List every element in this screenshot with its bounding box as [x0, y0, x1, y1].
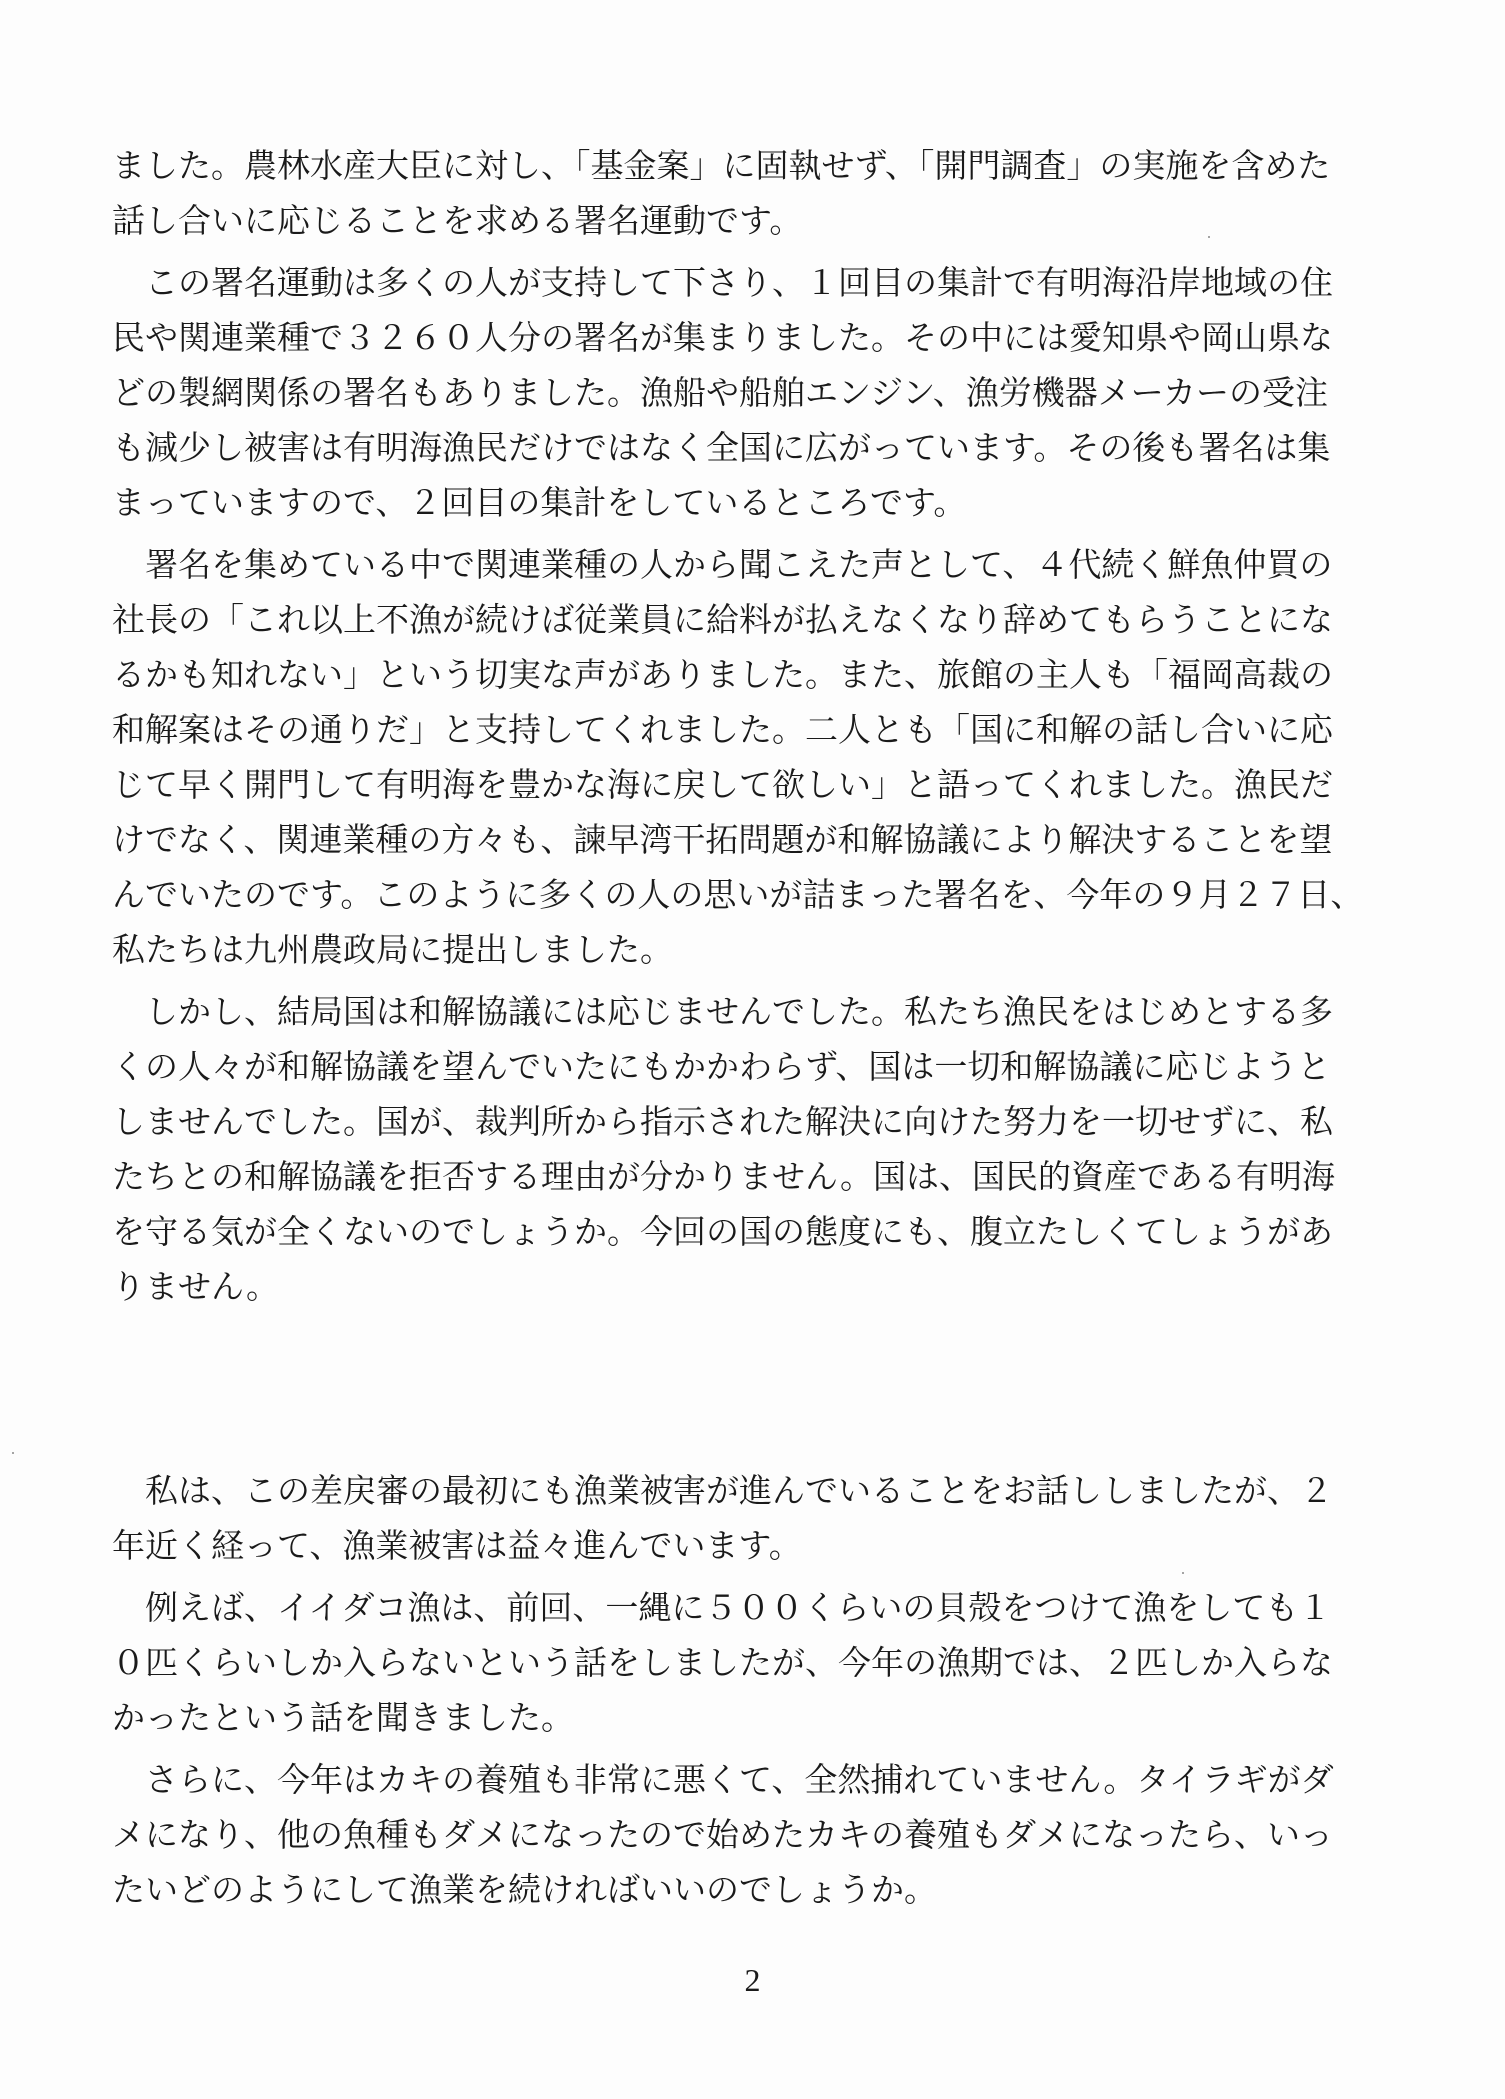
- text-line: 例えば、イイダコ漁は、前回、一縄に５００くらいの貝殻をつけて漁をしても１: [112, 1588, 1332, 1627]
- text-line: たいどのようにして漁業を続ければいいのでしょうか。: [112, 1870, 937, 1909]
- text-line: しませんでした。国が、裁判所から指示された解決に向けた努力を一切せずに、私: [112, 1102, 1333, 1141]
- text-line: りません。: [112, 1267, 279, 1306]
- text-line: 社長の「これ以上不漁が続けば従業員に給料が払えなくなり辞めてもらうことにな: [112, 600, 1333, 639]
- text-line: 年近く経って、漁業被害は益々進んでいます。: [112, 1526, 802, 1565]
- text-line: も減少し被害は有明海漁民だけではなく全国に広がっています。その後も署名は集: [112, 428, 1331, 467]
- scan-speck: [1182, 1572, 1184, 1574]
- text-line: 民や関連業種で３２６０人分の署名が集まりました。その中には愛知県や岡山県な: [112, 318, 1333, 357]
- text-line: けでなく、関連業種の方々も、諫早湾干拓問題が和解協議により解決することを望: [112, 820, 1333, 859]
- text-line: るかも知れない」という切実な声がありました。また、旅館の主人も「福岡高裁の: [112, 655, 1333, 694]
- text-line: さらに、今年はカキの養殖も非常に悪くて、全然捕れていません。タイラギがダ: [112, 1760, 1334, 1799]
- text-line: まっていますので、２回目の集計をしているところです。: [112, 483, 967, 522]
- text-line: メになり、他の魚種もダメになったので始めたカキの養殖もダメになったら、いっ: [112, 1815, 1333, 1854]
- text-line: くの人々が和解協議を望んでいたにもかかわらず、国は一切和解協議に応じようと: [112, 1047, 1331, 1086]
- text-line: どの製網関係の署名もありました。漁船や船舶エンジン、漁労機器メーカーの受注: [112, 373, 1329, 412]
- page-number: 2: [744, 1962, 761, 1998]
- text-line: かったという話を聞きました。: [112, 1698, 574, 1737]
- text-line: しかし、結局国は和解協議には応じませんでした。私たち漁民をはじめとする多: [112, 992, 1333, 1031]
- body-text-block-2: [112, 1463, 1402, 1917]
- text-line: この署名運動は多くの人が支持して下さり、１回目の集計で有明海沿岸地域の住: [112, 263, 1333, 302]
- text-line: を守る気が全くないのでしょうか。今回の国の態度にも、腹立たしくてしょうがあ: [112, 1212, 1333, 1251]
- text-line: 私たちは九州農政局に提出しました。: [112, 930, 673, 969]
- text-line: 和解案はその通りだ」と支持してくれました。二人とも「国に和解の話し合いに応: [112, 710, 1333, 749]
- text-line: じて早く開門して有明海を豊かな海に戻して欲しい」と語ってくれました。漁民だ: [112, 765, 1333, 804]
- text-line: 話し合いに応じることを求める署名運動です。: [112, 201, 803, 240]
- text-line: たちとの和解協議を拒否する理由が分かりません。国は、国民的資産である有明海: [112, 1157, 1335, 1196]
- text-line: 署名を集めている中で関連業種の人から聞こえた声として、４代続く鮮魚仲買の: [112, 545, 1333, 584]
- scan-speck: [12, 1452, 14, 1454]
- text-line: ０匹くらいしか入らないという話をしましたが、今年の漁期では、２匹しか入らな: [112, 1643, 1333, 1682]
- scan-speck: [1208, 236, 1210, 238]
- text-line: んでいたのです。このように多くの人の思いが詰まった署名を、今年の９月２７日、: [112, 875, 1364, 914]
- text-line: 私は、この差戻審の最初にも漁業被害が進んでいることをお話ししましたが、２: [112, 1471, 1333, 1510]
- text-line: ました。農林水産大臣に対し、「基金案」に固執せず、「開門調査」の実施を含めた: [112, 146, 1331, 185]
- body-text-block-1: [112, 138, 1402, 1314]
